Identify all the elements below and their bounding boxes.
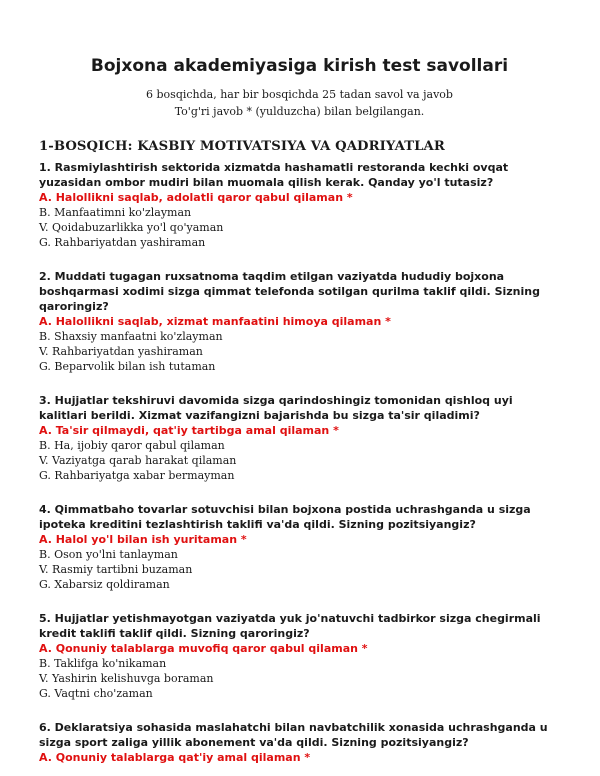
question-block xyxy=(39,502,560,592)
answer-option: V. Rahbariyatdan yashiraman xyxy=(39,345,203,358)
answer-option: G. Xabarsiz qoldiraman xyxy=(39,578,170,591)
subtitle-count: 6 bosqichda, har bir bosqichda 25 tadan savol va javob xyxy=(146,88,453,101)
answer-option: V. Vaziyatga qarab harakat qilaman xyxy=(39,454,237,467)
answer-option: G. Rahbariyatdan yashiraman xyxy=(39,236,206,249)
correct-answer-option: A. Halollikni saqlab, xizmat manfaatini himoya qilaman * xyxy=(39,315,391,328)
correct-answer-option: A. Qonuniy talablarga muvofiq qaror qabul qilaman * xyxy=(39,642,368,655)
correct-answer-option: A. Qonuniy talablarga qat'iy amal qilaman * xyxy=(39,751,311,764)
question-text: 6. Deklaratsiya sohasida maslahatchi bilan navbatchilik xonasida uchrashganda u sizga sport zaliga yillik abonement va'da qildi. Sizning pozitsiyangiz? xyxy=(39,721,548,749)
question-block xyxy=(39,720,560,765)
question-text: 4. Qimmatbaho tovarlar sotuvchisi bilan bojxona postida uchrashganda u sizga ipoteka kreditini tezlashtirish taklifi va'da qildi. Sizning pozitsiyangiz? xyxy=(39,503,531,531)
answer-option: G. Rahbariyatga xabar bermayman xyxy=(39,469,235,482)
answer-option: B. Ha, ijobiy qaror qabul qilaman xyxy=(39,439,225,452)
correct-answer-option: A. Ta'sir qilmaydi, qat'iy tartibga amal qilaman * xyxy=(39,424,339,437)
question-text: 3. Hujjatlar tekshiruvi davomida sizga qarindoshingiz tomonidan qishloq uyi kalitlari berildi. Xizmat vazifangizni bajarishda bu sizga ta'sir qiladimi? xyxy=(39,394,513,422)
question-block xyxy=(39,160,560,250)
answer-option: V. Rasmiy tartibni buzaman xyxy=(39,563,193,576)
answer-option: G. Beparvolik bilan ish tutaman xyxy=(39,360,216,373)
answer-option: V. Yashirin kelishuvga boraman xyxy=(39,672,214,685)
question-block xyxy=(39,269,560,374)
question-text: 1. Rasmiylashtirish sektorida xizmatda hashamatli restoranda kechki ovqat yuzasidan ombor mudiri bilan muomala qilish kerak. Qanday yo'l tutasiz? xyxy=(39,161,509,189)
question-text: 2. Muddati tugagan ruxsatnoma taqdim etilgan vaziyatda hududiy bojxona boshqarmasi xodimi sizga qimmat telefonda sotilgan qurilma taklif qildi. Sizning qaroringiz? xyxy=(39,270,540,313)
question-list xyxy=(39,160,560,765)
answer-option: G. Vaqtni cho'zaman xyxy=(39,687,153,700)
correct-answer-option: A. Halollikni saqlab, adolatli qaror qabul qilaman * xyxy=(39,191,353,204)
question-block xyxy=(39,611,560,701)
answer-option: V. Qoidabuzarlikka yo'l qo'yaman xyxy=(39,221,224,234)
section-heading: 1-BOSQICH: KASBIY MOTIVATSIYA VA QADRIYATLAR xyxy=(39,139,445,154)
question-block xyxy=(39,393,560,483)
answer-option: B. Shaxsiy manfaatni ko'zlayman xyxy=(39,330,223,343)
question-text: 5. Hujjatlar yetishmayotgan vaziyatda yuk jo'natuvchi tadbirkor sizga chegirmali kredit taklifi taklif qildi. Sizning qaroringiz? xyxy=(39,612,541,640)
answer-option: B. Oson yo'lni tanlayman xyxy=(39,548,178,561)
subtitle-legend: To'g'ri javob * (yulduzcha) bilan belgilangan. xyxy=(174,105,425,118)
answer-option: B. Taklifga ko'nikaman xyxy=(39,657,167,670)
document-title: Bojxona akademiyasiga kirish test savollari xyxy=(90,56,509,76)
correct-answer-option: A. Halol yo'l bilan ish yuritaman * xyxy=(39,533,247,546)
answer-option: B. Manfaatimni ko'zlayman xyxy=(39,206,192,219)
